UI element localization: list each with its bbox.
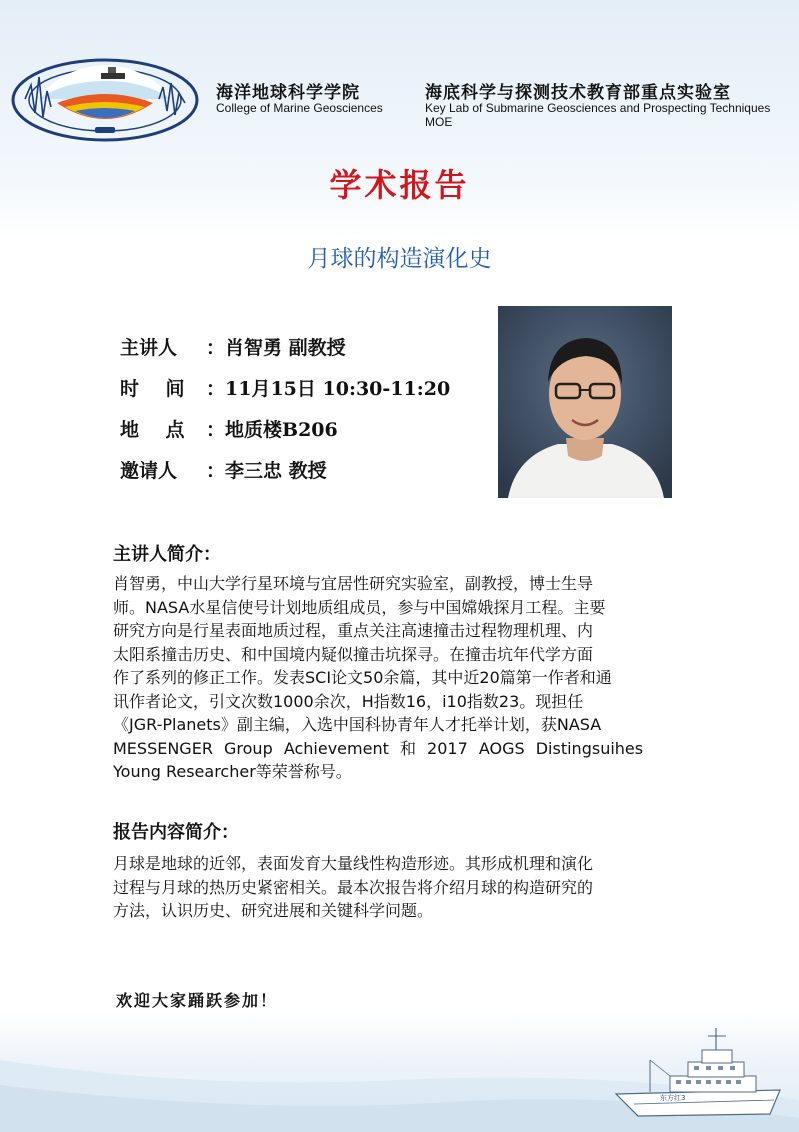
- host-colon: ：: [206, 460, 226, 482]
- abstract-heading: 报告内容简介：: [113, 822, 239, 843]
- place-row: [120, 415, 338, 442]
- time-row: [120, 374, 450, 401]
- ship-name: 东方红3: [660, 1094, 686, 1102]
- place-colon: ：: [206, 419, 226, 441]
- lab-seal-logo-icon: [5, 55, 205, 145]
- bio-line: 《JGR-Planets》副主编，入选中国科协青年人才托举计划，获NASA: [113, 715, 602, 734]
- research-vessel-icon: [610, 1020, 790, 1125]
- bio-line: MESSENGER Group Achievement 和 2017 AOGS Distingsuihes: [113, 738, 644, 758]
- abstract-line: 方法，认识历史、研究进展和关键科学问题。: [113, 901, 434, 920]
- abstract-paragraph: [113, 852, 697, 923]
- bio-paragraph: [113, 572, 697, 784]
- time-value: 11月15日 10:30-11:20: [225, 378, 451, 400]
- speaker-value: 肖智勇 副教授: [225, 337, 346, 359]
- bio-line: 肖智勇，中山大学行星环境与宜居性研究实验室，副教授，博士生导: [113, 574, 594, 593]
- college-name-en: College of Marine Geosciences: [216, 101, 383, 115]
- bio-line: 研究方向是行星表面地质过程，重点关注高速撞击过程物理机理、内: [113, 621, 594, 640]
- host-row: [120, 456, 327, 483]
- college-name-cn: 海洋地球科学学院: [216, 83, 360, 103]
- place-label: 地 点: [120, 419, 185, 441]
- speaker-portrait-icon: [498, 306, 672, 498]
- talk-title: 月球的构造演化史: [307, 246, 492, 272]
- abstract-line: 月球是地球的近邻，表面发育大量线性构造形迹。其形成机理和演化: [113, 854, 594, 873]
- bio-heading: 主讲人简介：: [113, 544, 221, 565]
- speaker-label: 主讲人: [120, 337, 178, 359]
- header: [0, 0, 799, 140]
- place-value: 地质楼B206: [225, 419, 338, 441]
- bio-line: 讯作者论文，引文次数1000余次，H指数16，i10指数23。现担任: [113, 691, 584, 711]
- time-colon: ：: [206, 378, 226, 400]
- lab-name-en: Key Lab of Submarine Geosciences and Prospecting Techniques MOE: [425, 101, 771, 129]
- abstract-line: 过程与月球的热历史紧密相关。最本次报告将介绍月球的构造研究的: [113, 877, 594, 897]
- page-title: 学术报告: [329, 166, 470, 204]
- bio-line: Young Researcher等荣誉称号。: [113, 762, 352, 781]
- lab-name-cn: 海底科学与探测技术教育部重点实验室: [425, 83, 731, 103]
- speaker-colon: ：: [206, 337, 226, 359]
- bio-line: 作了系列的修正工作。发表SCI论文50余篇，其中近20篇第一作者和通: [113, 668, 612, 687]
- host-value: 李三忠 教授: [225, 460, 327, 482]
- time-label: 时 间: [120, 378, 185, 400]
- speaker-portrait: [498, 306, 672, 498]
- bio-line: 太阳系撞击历史、和中国境内疑似撞击坑探寻。在撞击坑年代学方面: [113, 644, 594, 664]
- bio-line: 师。NASA水星信使号计划地质组成员，参与中国嫦娥探月工程。主要: [113, 597, 606, 617]
- welcome-text: 欢迎大家踊跃参加！: [116, 991, 279, 1010]
- speaker-row: [120, 333, 346, 360]
- host-label: 邀请人: [120, 460, 178, 482]
